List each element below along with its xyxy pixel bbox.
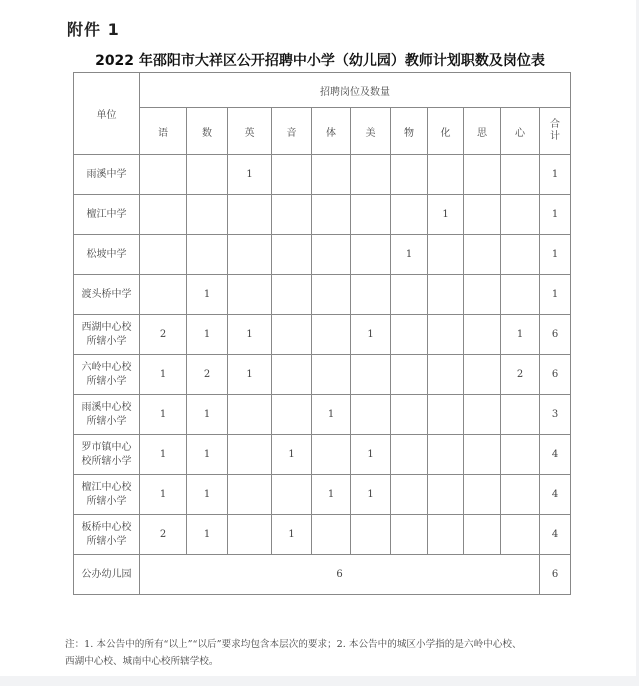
position-count-cell — [140, 275, 187, 315]
row-total-cell: 4 — [540, 435, 571, 475]
position-count-cell — [228, 395, 272, 435]
position-count-cell — [428, 315, 464, 355]
position-count-cell — [391, 315, 428, 355]
document-title: 2022 年邵阳市大祥区公开招聘中小学（幼儿园）教师计划职数及岗位表 — [95, 53, 545, 69]
position-count-cell — [312, 355, 351, 395]
position-count-cell — [351, 155, 391, 195]
unit-cell — [74, 275, 140, 315]
position-count-cell — [501, 155, 540, 195]
position-count-cell — [312, 155, 351, 195]
table-row — [74, 235, 571, 275]
position-count-cell — [428, 435, 464, 475]
unit-name-line1: 西湖中心校 — [81, 321, 132, 333]
position-count-cell: 1 — [272, 515, 312, 555]
position-count-cell: 2 — [187, 355, 228, 395]
recruitment-plan-table — [73, 72, 571, 595]
position-count-cell: 1 — [312, 395, 351, 435]
position-count-cell — [272, 195, 312, 235]
position-count-cell: 1 — [351, 435, 391, 475]
unit-header: 单位 — [74, 73, 140, 155]
position-count-cell: 1 — [228, 155, 272, 195]
row-total-cell: 4 — [540, 475, 571, 515]
position-count-cell — [187, 235, 228, 275]
position-count-cell — [228, 515, 272, 555]
unit-name-line1: 檀江中学 — [86, 208, 127, 220]
unit-name-line2: 所辖小学 — [86, 495, 127, 507]
position-count-cell — [464, 235, 501, 275]
unit-name-line2: 所辖小学 — [86, 535, 127, 547]
unit-cell: 公办幼儿园 — [74, 555, 140, 595]
position-count-cell: 1 — [140, 435, 187, 475]
position-count-cell — [464, 195, 501, 235]
position-count-cell — [391, 395, 428, 435]
position-count-cell — [140, 235, 187, 275]
position-count-cell — [464, 275, 501, 315]
subject-header: 思 — [464, 108, 501, 155]
row-total-cell: 1 — [540, 195, 571, 235]
position-count-cell — [228, 475, 272, 515]
subject-header: 音 — [272, 108, 312, 155]
position-count-cell — [391, 475, 428, 515]
table-row — [74, 195, 571, 235]
table-row — [74, 515, 571, 555]
position-count-cell: 1 — [428, 195, 464, 235]
position-count-cell — [464, 315, 501, 355]
position-count-cell: 2 — [501, 355, 540, 395]
position-count-cell — [140, 155, 187, 195]
position-count-cell — [140, 195, 187, 235]
position-count-cell — [351, 355, 391, 395]
unit-name-line1: 渡头桥中学 — [81, 288, 132, 300]
position-count-cell: 1 — [140, 475, 187, 515]
row-total-cell: 1 — [540, 275, 571, 315]
position-count-cell — [391, 195, 428, 235]
position-count-cell — [428, 235, 464, 275]
unit-name-line2: 所辖小学 — [86, 415, 127, 427]
unit-cell — [74, 355, 140, 395]
position-count-cell — [272, 475, 312, 515]
footnote-line-1: 注：1. 本公告中的所有“以上”“以后”要求均包含本层次的要求；2. 本公告中的城区小学指的是六岭中心校、 — [65, 639, 522, 650]
position-count-cell — [464, 155, 501, 195]
position-count-cell: 1 — [501, 315, 540, 355]
table-row — [74, 315, 571, 355]
table-row — [74, 155, 571, 195]
row-total-cell: 6 — [540, 315, 571, 355]
position-count-cell — [228, 275, 272, 315]
unit-cell — [74, 435, 140, 475]
position-count-cell: 1 — [140, 395, 187, 435]
position-count-cell — [351, 515, 391, 555]
row-total-cell: 4 — [540, 515, 571, 555]
position-count-cell: 1 — [391, 235, 428, 275]
position-count-cell — [312, 235, 351, 275]
row-total-cell: 1 — [540, 155, 571, 195]
unit-cell — [74, 155, 140, 195]
table-row — [74, 355, 571, 395]
subject-header: 心 — [501, 108, 540, 155]
subject-header: 美 — [351, 108, 391, 155]
position-count-cell: 1 — [351, 475, 391, 515]
position-count-cell: 1 — [187, 435, 228, 475]
subject-header: 体 — [312, 108, 351, 155]
position-count-cell — [228, 435, 272, 475]
position-count-cell — [391, 435, 428, 475]
position-count-cell — [312, 515, 351, 555]
table-row — [74, 435, 571, 475]
position-count-cell: 1 — [187, 475, 228, 515]
unit-name-line1: 雨溪中心校 — [81, 401, 132, 413]
position-count-cell — [312, 195, 351, 235]
total-header-line2: 计 — [550, 131, 560, 142]
unit-name-line2: 所辖小学 — [86, 375, 127, 387]
subject-header: 数 — [187, 108, 228, 155]
position-count-cell — [351, 235, 391, 275]
position-count-cell — [464, 395, 501, 435]
table-row-kindergarten — [74, 555, 571, 595]
total-header — [540, 108, 571, 155]
position-count-cell — [272, 155, 312, 195]
unit-cell — [74, 235, 140, 275]
position-count-cell — [312, 435, 351, 475]
position-count-cell: 2 — [140, 515, 187, 555]
position-count-cell — [312, 275, 351, 315]
position-count-cell — [428, 515, 464, 555]
position-count-cell — [351, 195, 391, 235]
position-count-cell: 1 — [187, 275, 228, 315]
positions-group-header: 招聘岗位及数量 — [140, 73, 571, 108]
position-count-cell — [501, 235, 540, 275]
position-count-cell — [501, 475, 540, 515]
position-count-cell — [187, 155, 228, 195]
position-count-cell — [428, 275, 464, 315]
position-count-cell — [272, 355, 312, 395]
position-count-cell — [428, 395, 464, 435]
unit-cell — [74, 195, 140, 235]
position-count-cell: 1 — [140, 355, 187, 395]
subject-header: 物 — [391, 108, 428, 155]
unit-name-line1: 雨溪中学 — [86, 168, 127, 180]
unit-name-line1: 六岭中心校 — [81, 361, 132, 373]
position-count-cell — [391, 515, 428, 555]
position-count-cell — [501, 515, 540, 555]
row-total-cell: 6 — [540, 555, 571, 595]
footnote-line-2: 西湖中心校、城南中心校所辖学校。 — [65, 656, 219, 667]
unit-name-line1: 罗市镇中心 — [81, 441, 132, 453]
position-count-cell: 1 — [228, 355, 272, 395]
merged-count-cell: 6 — [140, 555, 540, 595]
position-count-cell — [428, 155, 464, 195]
table-row — [74, 475, 571, 515]
position-count-cell — [391, 275, 428, 315]
position-count-cell — [501, 275, 540, 315]
position-count-cell — [501, 195, 540, 235]
position-count-cell — [228, 195, 272, 235]
position-count-cell: 1 — [228, 315, 272, 355]
unit-cell — [74, 475, 140, 515]
position-count-cell: 1 — [351, 315, 391, 355]
table-row — [74, 275, 571, 315]
unit-name-line2: 所辖小学 — [86, 335, 127, 347]
footnote — [65, 636, 625, 670]
position-count-cell: 1 — [312, 475, 351, 515]
position-count-cell — [464, 435, 501, 475]
position-count-cell — [428, 355, 464, 395]
unit-name-line1: 板桥中心校 — [81, 521, 132, 533]
position-count-cell — [272, 235, 312, 275]
unit-name-line1: 檀江中心校 — [81, 481, 132, 493]
unit-cell — [74, 515, 140, 555]
position-count-cell — [187, 195, 228, 235]
table-row — [74, 395, 571, 435]
position-count-cell — [351, 395, 391, 435]
position-count-cell — [391, 155, 428, 195]
position-count-cell — [391, 355, 428, 395]
position-count-cell: 1 — [272, 435, 312, 475]
unit-name-line1: 松坡中学 — [86, 248, 127, 260]
position-count-cell — [272, 395, 312, 435]
position-count-cell — [464, 515, 501, 555]
subject-header: 化 — [428, 108, 464, 155]
unit-cell — [74, 395, 140, 435]
position-count-cell — [312, 315, 351, 355]
unit-cell — [74, 315, 140, 355]
row-total-cell: 6 — [540, 355, 571, 395]
position-count-cell: 1 — [187, 515, 228, 555]
position-count-cell — [428, 475, 464, 515]
subject-header: 英 — [228, 108, 272, 155]
position-count-cell — [228, 235, 272, 275]
position-count-cell — [501, 435, 540, 475]
position-count-cell: 2 — [140, 315, 187, 355]
position-count-cell — [351, 275, 391, 315]
attachment-label: 附件 1 — [67, 20, 120, 39]
position-count-cell: 1 — [187, 315, 228, 355]
row-total-cell: 3 — [540, 395, 571, 435]
position-count-cell — [464, 355, 501, 395]
row-total-cell: 1 — [540, 235, 571, 275]
unit-name-line2: 校所辖小学 — [81, 455, 132, 467]
position-count-cell — [501, 395, 540, 435]
total-header-line1: 合 — [550, 119, 560, 130]
position-count-cell: 1 — [187, 395, 228, 435]
position-count-cell — [464, 475, 501, 515]
position-count-cell — [272, 315, 312, 355]
subject-header: 语 — [140, 108, 187, 155]
position-count-cell — [272, 275, 312, 315]
